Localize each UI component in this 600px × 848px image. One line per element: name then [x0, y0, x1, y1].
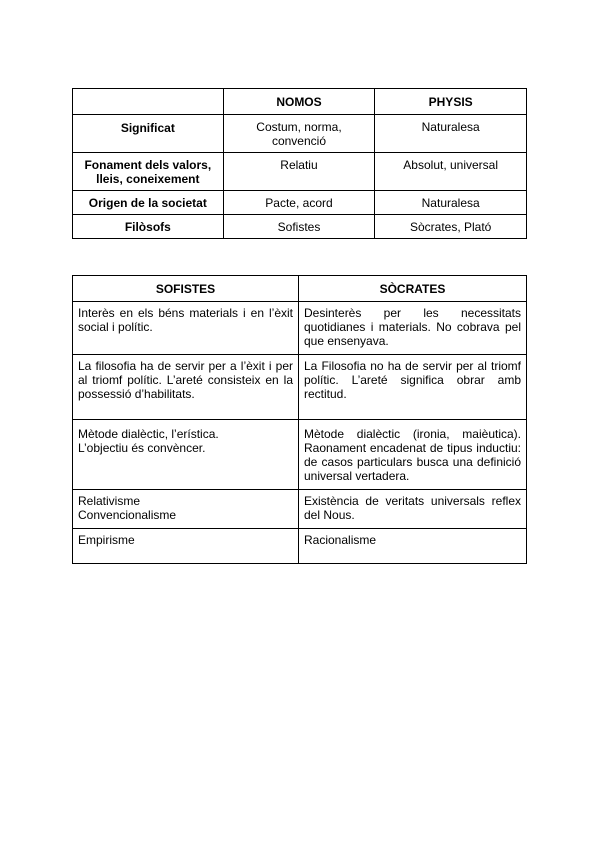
- nomos-physis-table: [72, 88, 527, 239]
- table-row: [73, 153, 527, 191]
- nomos-cell: Sofistes: [223, 215, 375, 239]
- socrates-cell: [299, 490, 527, 529]
- socrates-cell: [299, 529, 527, 564]
- nomos-cell: Relatiu: [223, 153, 375, 191]
- table-row: [73, 529, 527, 564]
- sofistes-socrates-table: [72, 275, 527, 564]
- nomos-cell: Pacte, acord: [223, 191, 375, 215]
- cell-text: Racionalisme: [304, 533, 377, 547]
- header-cell-physis: PHYSIS: [375, 89, 527, 115]
- table-row: [73, 215, 527, 239]
- cell-text: Desinterès per les necessitats quotidianes i materials. No cobrava pel que ensenyava.: [304, 306, 521, 348]
- physis-cell: Absolut, universal: [375, 153, 527, 191]
- table-row: [73, 191, 527, 215]
- cell-text: Mètode dialèctic (ironia, maièutica). Raonament encadenat de tipus inductiu: de casos particulars busca una definició universal vertadera.: [304, 427, 521, 483]
- header-row: [73, 276, 527, 302]
- sofistes-cell: [73, 490, 299, 529]
- table-row: [73, 420, 527, 490]
- cell-text: Relativisme: [78, 494, 141, 508]
- cell-text: Convencionalisme: [78, 508, 177, 522]
- row-label: Filòsofs: [73, 215, 224, 239]
- header-row: [73, 89, 527, 115]
- cell-text: La filosofia ha de servir per a l’èxit i per al triomf polític. L’areté consisteix en la possessió d’habilitats.: [78, 359, 293, 401]
- header-cell-empty: [73, 89, 224, 115]
- cell-text: Interès en els béns materials i en l’èxit social i polític.: [78, 306, 293, 334]
- table-row: [73, 355, 527, 420]
- cell-text: Empirisme: [78, 533, 135, 547]
- cell-text: La Filosofia no ha de servir per al triomf polític. L’areté significa obrar amb rectitud.: [304, 359, 521, 401]
- cell-text: L’objectiu és convèncer.: [78, 441, 206, 455]
- socrates-cell: [299, 420, 527, 490]
- header-cell-nomos: NOMOS: [223, 89, 375, 115]
- header-cell-socrates: SÒCRATES: [299, 276, 527, 302]
- table-row: [73, 115, 527, 153]
- physis-cell: Naturalesa: [375, 191, 527, 215]
- table-row: [73, 302, 527, 355]
- table-row: [73, 490, 527, 529]
- cell-text: Mètode dialèctic, l’erística.: [78, 427, 219, 441]
- sofistes-cell: [73, 420, 299, 490]
- sofistes-cell: [73, 529, 299, 564]
- row-label: Fonament dels valors, lleis, coneixement: [73, 153, 224, 191]
- header-cell-sofistes: SOFISTES: [73, 276, 299, 302]
- socrates-cell: [299, 355, 527, 420]
- physis-cell: Sòcrates, Plató: [375, 215, 527, 239]
- sofistes-cell: [73, 355, 299, 420]
- row-label: Significat: [73, 115, 224, 153]
- socrates-cell: [299, 302, 527, 355]
- physis-cell: Naturalesa: [375, 115, 527, 153]
- nomos-cell: Costum, norma, convenció: [223, 115, 375, 153]
- cell-text: Existència de veritats universals reflex del Nous.: [304, 494, 521, 522]
- row-label: Origen de la societat: [73, 191, 224, 215]
- sofistes-cell: [73, 302, 299, 355]
